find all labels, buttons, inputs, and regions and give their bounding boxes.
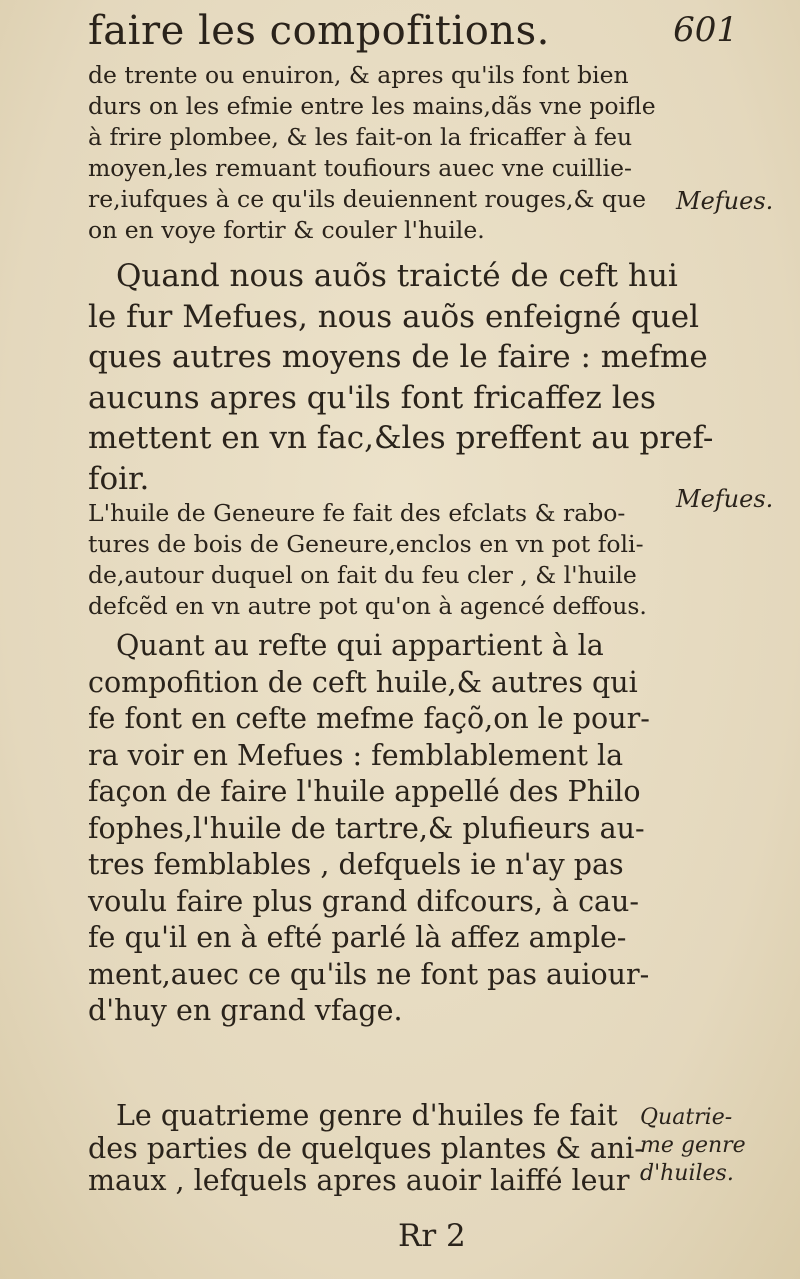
marginal-note: Mefues. — [676, 187, 774, 215]
text-line: defcẽd en vn autre pot qu'on à agencé deffous. — [88, 592, 647, 620]
text-line: Quant au refte qui appartient à la — [116, 629, 604, 662]
text-line: tres femblables , defquels ie n'ay pas — [88, 848, 624, 881]
running-title: faire les compofitions. — [88, 8, 550, 54]
text-line: compofition de ceft huile,& autres qui — [88, 665, 638, 699]
text-line: tures de bois de Geneure,enclos en vn pot foli- — [88, 530, 644, 558]
text-line: Quand nous auõs traicté de ceft hui — [116, 258, 678, 294]
text-line: ment,auec ce qu'ils ne font pas auiour- — [88, 957, 650, 991]
text-line: mettent en vn fac,&les preffent au pref- — [88, 420, 714, 456]
text-line: on en voye fortir & couler l'huile. — [88, 216, 485, 244]
text-line: ra voir en Mefues : femblablement la — [88, 738, 624, 772]
text-line: aucuns apres qu'ils font fricaffez les — [88, 379, 656, 416]
text-line: fe font en cefte mefme façõ,on le pour- — [88, 702, 650, 735]
marginal-note-line: me genre — [640, 1133, 746, 1158]
signature-mark: Rr 2 — [398, 1218, 466, 1254]
text-line: foir. — [88, 460, 150, 497]
text-line: moyen,les remuant toufiours auec vne cuillie- — [88, 154, 632, 182]
text-line: durs on les efmie entre les mains,dãs vne poifle — [88, 92, 656, 120]
page-header — [88, 8, 738, 60]
marginal-note-line: d'huiles. — [640, 1161, 734, 1186]
marginal-note: Mefues. — [676, 485, 774, 513]
text-line: ques autres moyens de le faire : mefme — [88, 339, 708, 375]
paragraph-2 — [88, 256, 713, 499]
text-line: le fur Mefues, nous auõs enfeigné quel — [88, 298, 700, 335]
text-line: Le quatrieme genre d'huiles fe fait — [116, 1099, 618, 1132]
text-line: de,autour duquel on fait du feu cler , & l'huile — [88, 561, 637, 589]
text-line: d'huy en grand vfage. — [88, 994, 403, 1027]
text-line: fophes,l'huile de tartre,& plufieurs au- — [88, 811, 645, 845]
paragraph-3 — [88, 498, 647, 622]
paragraph-5 — [88, 1100, 644, 1198]
page-number: 601 — [673, 10, 738, 50]
paragraph-1 — [88, 60, 656, 246]
paragraph-4 — [88, 628, 650, 1030]
text-line: maux , lefquels apres auoir laiffé leur — [88, 1164, 630, 1197]
text-line: de trente ou enuiron, & apres qu'ils font bien — [88, 61, 629, 89]
text-line: fe qu'il en à efté parlé là affez ample- — [88, 921, 627, 954]
marginal-note-line: Quatrie- — [640, 1105, 733, 1130]
text-line: re,iufques à ce qu'ils deuiennent rouges,& que — [88, 185, 646, 213]
marginal-note — [640, 1104, 746, 1188]
text-line: voulu faire plus grand difcours, à cau- — [88, 884, 640, 918]
text-line: des parties de quelques plantes & ani- — [88, 1131, 644, 1165]
text-line: L'huile de Geneure fe fait des efclats & rabo- — [88, 499, 626, 527]
text-line: à frire plombee, & les fait-on la fricaffer à feu — [88, 123, 633, 151]
text-line: façon de faire l'huile appellé des Philo — [88, 775, 641, 808]
